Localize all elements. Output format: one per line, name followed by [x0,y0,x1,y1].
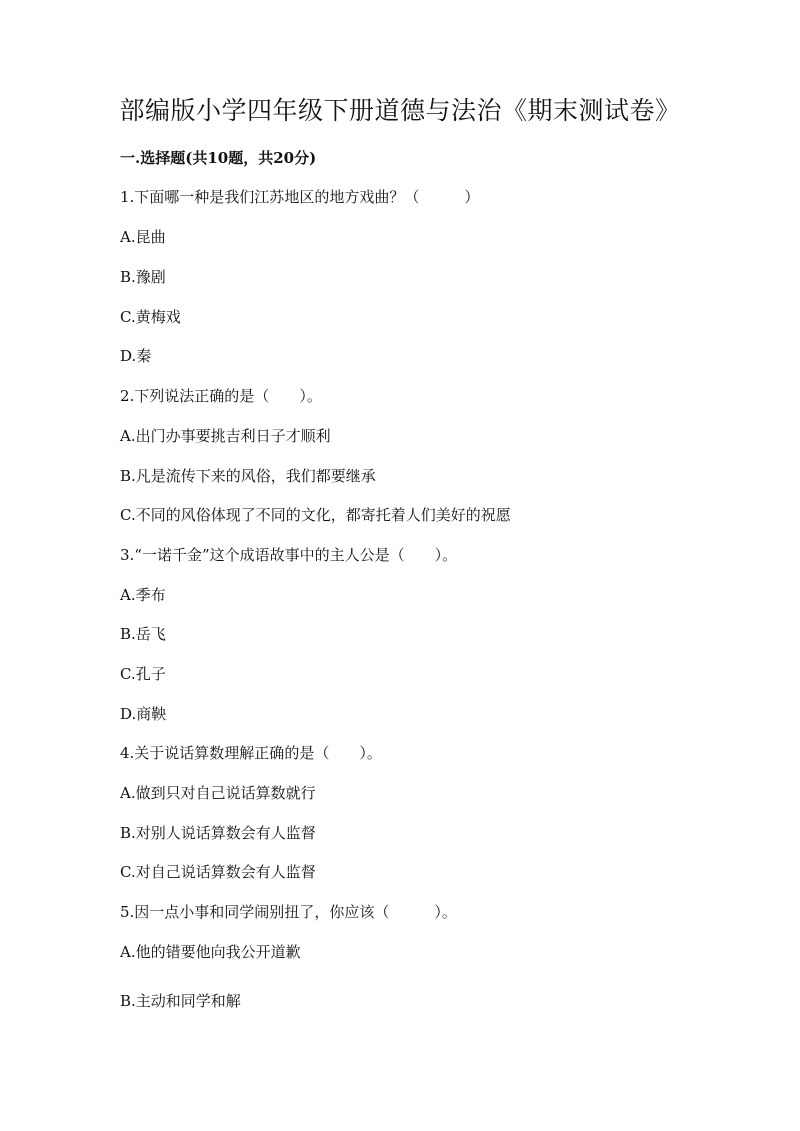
q4-option-a: A.做到只对自己说话算数就行 [120,784,316,802]
q1-option-a: A.昆曲 [120,228,166,246]
q5-option-a: A.他的错要他向我公开道歉 [120,943,301,961]
q2-option-c: C.不同的风俗体现了不同的文化，都寄托着人们美好的祝愿 [120,506,511,524]
q1-option-b: B.豫剧 [120,268,166,286]
q1-option-c: C.黄梅戏 [120,308,181,326]
page-title: 部编版小学四年级下册道德与法治《期末测试卷》 [119,96,681,125]
q4-option-c: C.对自己说话算数会有人监督 [120,863,316,881]
q3-option-a: A.季布 [120,586,166,604]
q4-option-b: B.对别人说话算数会有人监督 [120,824,316,842]
question-5: 5.因一点小事和同学闹别扭了，你应该（ ）。 [120,903,457,921]
question-4: 4.关于说话算数理解正确的是（ ）。 [120,744,382,762]
q1-option-d: D.秦 [120,347,152,365]
section-heading: 一.选择题(共10题，共20分) [120,149,317,167]
q3-option-b: B.岳飞 [120,625,166,643]
question-2: 2.下列说法正确的是（ ）。 [120,387,322,405]
q3-option-d: D.商鞅 [120,705,167,723]
q5-option-b: B.主动和同学和解 [120,992,241,1010]
q2-option-b: B.凡是流传下来的风俗，我们都要继承 [120,467,376,485]
question-3: 3.“一诺千金”这个成语故事中的主人公是（ ）。 [120,546,458,564]
q2-option-a: A.出门办事要挑吉利日子才顺利 [120,427,331,445]
question-1: 1.下面哪一种是我们江苏地区的地方戏曲？（ ） [120,188,480,206]
q3-option-c: C.孔子 [120,665,166,683]
